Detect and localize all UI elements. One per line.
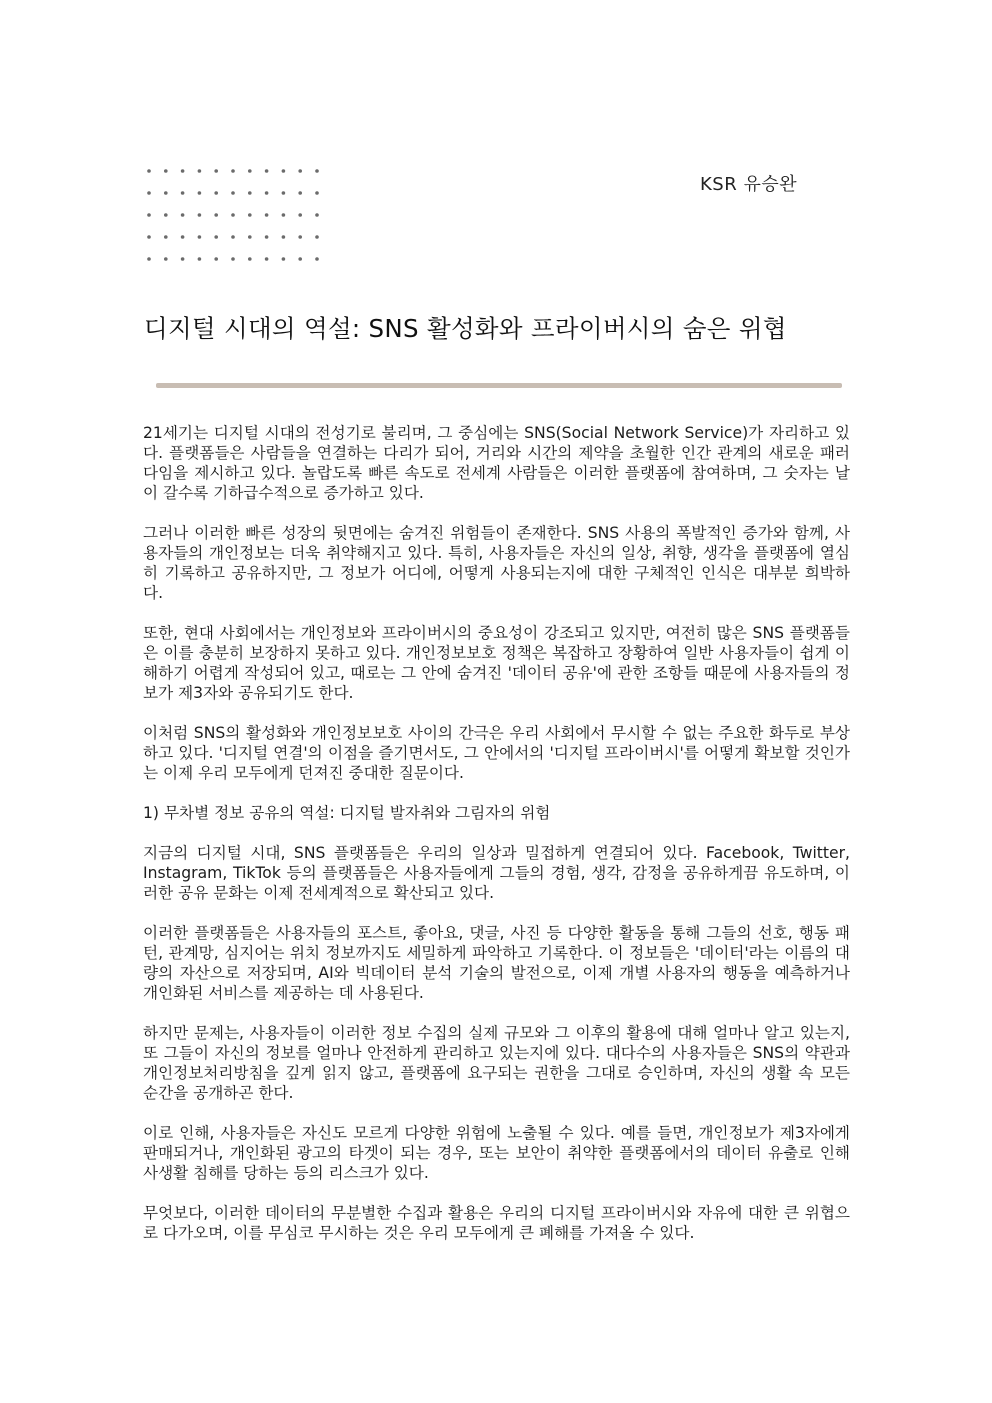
decorative-dot bbox=[181, 213, 185, 217]
decorative-dot bbox=[231, 235, 235, 239]
decorative-dot bbox=[265, 213, 269, 217]
decorative-dot bbox=[147, 169, 151, 173]
decorative-dot bbox=[248, 169, 252, 173]
decorative-dot bbox=[198, 191, 202, 195]
decorative-dot bbox=[181, 257, 185, 261]
decorative-dot bbox=[248, 191, 252, 195]
section-paragraph: 지금의 디지털 시대, SNS 플랫폼들은 우리의 일상과 밀접하게 연결되어 있다. Facebook, Twitter, Instagram, TikTok 등의 플랫폼들은 사용자들에게 그들의 경험, 생각, 감정을 공유하게끔 유도하며, 이러한 공유 문화는 이제 전세계적으로 확산되고 있다. bbox=[143, 844, 850, 902]
decorative-dot bbox=[298, 169, 302, 173]
decorative-dot bbox=[198, 169, 202, 173]
decorative-dot bbox=[164, 213, 168, 217]
decorative-dot bbox=[147, 191, 151, 195]
decorative-dot-grid bbox=[146, 167, 326, 267]
decorative-dot bbox=[265, 169, 269, 173]
decorative-dot bbox=[181, 235, 185, 239]
decorative-dot bbox=[214, 235, 218, 239]
decorative-dot bbox=[214, 169, 218, 173]
decorative-dot bbox=[298, 235, 302, 239]
section-paragraph: 하지만 문제는, 사용자들이 이러한 정보 수집의 실제 규모와 그 이후의 활용에 대해 얼마나 알고 있는지, 또 그들이 자신의 정보를 얼마나 안전하게 관리하고 있는지에 있다. 대다수의 사용자들은 SNS의 약관과 개인정보처리방침을 깊게 읽지 않고, 플랫폼에 요구되는 권한을 그대로 승인하며, 자신의 생활 속 모든 순간을 공개하곤 한다. bbox=[143, 1024, 850, 1102]
decorative-dot bbox=[265, 191, 269, 195]
decorative-dot bbox=[181, 169, 185, 173]
decorative-dot bbox=[265, 235, 269, 239]
decorative-dot bbox=[315, 213, 319, 217]
decorative-dot bbox=[231, 169, 235, 173]
decorative-dot bbox=[248, 235, 252, 239]
decorative-dot bbox=[214, 213, 218, 217]
intro-paragraph: 또한, 현대 사회에서는 개인정보와 프라이버시의 중요성이 강조되고 있지만, 여전히 많은 SNS 플랫폼들은 이를 충분히 보장하지 못하고 있다. 개인정보보호 정책은 복잡하고 장황하여 일반 사용자들이 쉽게 이해하기 어렵게 작성되어 있고, 때로는 그 안에 숨겨진 '데이터 공유'에 관한 조항들 때문에 사용자들의 정보가 제3자와 공유되기도 한다. bbox=[143, 624, 850, 702]
section-paragraph: 이러한 플랫폼들은 사용자들의 포스트, 좋아요, 댓글, 사진 등 다양한 활동을 통해 그들의 선호, 행동 패턴, 관계망, 심지어는 위치 정보까지도 세밀하게 파악하고 기록한다. 이 정보들은 '데이터'라는 이름의 대량의 자산으로 저장되며, AI와 빅데이터 분석 기술의 발전으로, 이제 개별 사용자의 행동을 예측하거나 개인화된 서비스를 제공하는 데 사용된다. bbox=[143, 924, 851, 1002]
decorative-dot bbox=[164, 235, 168, 239]
decorative-dot bbox=[198, 235, 202, 239]
decorative-dot bbox=[282, 169, 286, 173]
decorative-dot bbox=[164, 257, 168, 261]
section-paragraph: 이로 인해, 사용자들은 자신도 모르게 다양한 위험에 노출될 수 있다. 예를 들면, 개인정보가 제3자에게 판매되거나, 개인화된 광고의 타겟이 되는 경우, 또는 보안이 취약한 플랫폼에서의 데이터 유출로 인해 사생활 침해를 당하는 등의 리스크가 있다. bbox=[143, 1124, 850, 1182]
decorative-dot bbox=[214, 257, 218, 261]
decorative-dot bbox=[282, 191, 286, 195]
decorative-dot bbox=[282, 235, 286, 239]
document-body bbox=[143, 423, 850, 1263]
decorative-dot bbox=[164, 169, 168, 173]
decorative-dot bbox=[298, 191, 302, 195]
author-name: KSR 유승완 bbox=[700, 174, 798, 195]
decorative-dot bbox=[147, 213, 151, 217]
intro-paragraph: 이처럼 SNS의 활성화와 개인정보보호 사이의 간극은 우리 사회에서 무시할 수 없는 주요한 화두로 부상하고 있다. '디지털 연결'의 이점을 즐기면서도, 그 안에서의 '디지털 프라이버시'를 어떻게 확보할 것인가는 이제 우리 모두에게 던져진 중대한 질문이다. bbox=[143, 724, 850, 782]
decorative-dot bbox=[147, 235, 151, 239]
section-heading: 1) 무차별 정보 공유의 역설: 디지털 발자취와 그림자의 위험 bbox=[143, 804, 551, 822]
intro-paragraph: 21세기는 디지털 시대의 전성기로 불리며, 그 중심에는 SNS(Social Network Service)가 자리하고 있다. 플랫폼들은 사람들을 연결하는 다리가 되어, 거리와 시간의 제약을 초월한 인간 관계의 새로운 패러다임을 제시하고 있다. 놀랍도록 빠른 속도로 전세계 사람들은 이러한 플랫폼에 참여하며, 그 숫자는 날이 갈수록 기하급수적으로 증가하고 있다. bbox=[143, 424, 850, 502]
decorative-dot bbox=[248, 213, 252, 217]
decorative-dot bbox=[231, 213, 235, 217]
decorative-dot bbox=[198, 257, 202, 261]
intro-paragraph: 그러나 이러한 빠른 성장의 뒷면에는 숨겨진 위험들이 존재한다. SNS 사용의 폭발적인 증가와 함께, 사용자들의 개인정보는 더욱 취약해지고 있다. 특히, 사용자들은 자신의 일상, 취향, 생각을 플랫폼에 열심히 기록하고 공유하지만, 그 정보가 어디에, 어떻게 사용되는지에 대한 구체적인 인식은 대부분 희박하다. bbox=[143, 524, 850, 602]
decorative-dot bbox=[147, 257, 151, 261]
document-title: 디지털 시대의 역설: SNS 활성화와 프라이버시의 숨은 위협 bbox=[144, 314, 787, 343]
section-paragraph: 무엇보다, 이러한 데이터의 무분별한 수집과 활용은 우리의 디지털 프라이버시와 자유에 대한 큰 위협으로 다가오며, 이를 무심코 무시하는 것은 우리 모두에게 큰 폐해를 가져올 수 있다. bbox=[143, 1204, 850, 1242]
decorative-dot bbox=[298, 257, 302, 261]
decorative-dot bbox=[282, 257, 286, 261]
decorative-dot bbox=[315, 235, 319, 239]
decorative-dot bbox=[181, 191, 185, 195]
decorative-dot bbox=[265, 257, 269, 261]
title-divider bbox=[156, 383, 842, 388]
decorative-dot bbox=[315, 191, 319, 195]
decorative-dot bbox=[315, 257, 319, 261]
decorative-dot bbox=[315, 169, 319, 173]
decorative-dot bbox=[248, 257, 252, 261]
decorative-dot bbox=[164, 191, 168, 195]
decorative-dot bbox=[231, 257, 235, 261]
decorative-dot bbox=[298, 213, 302, 217]
decorative-dot bbox=[231, 191, 235, 195]
decorative-dot bbox=[214, 191, 218, 195]
decorative-dot bbox=[282, 213, 286, 217]
decorative-dot bbox=[198, 213, 202, 217]
